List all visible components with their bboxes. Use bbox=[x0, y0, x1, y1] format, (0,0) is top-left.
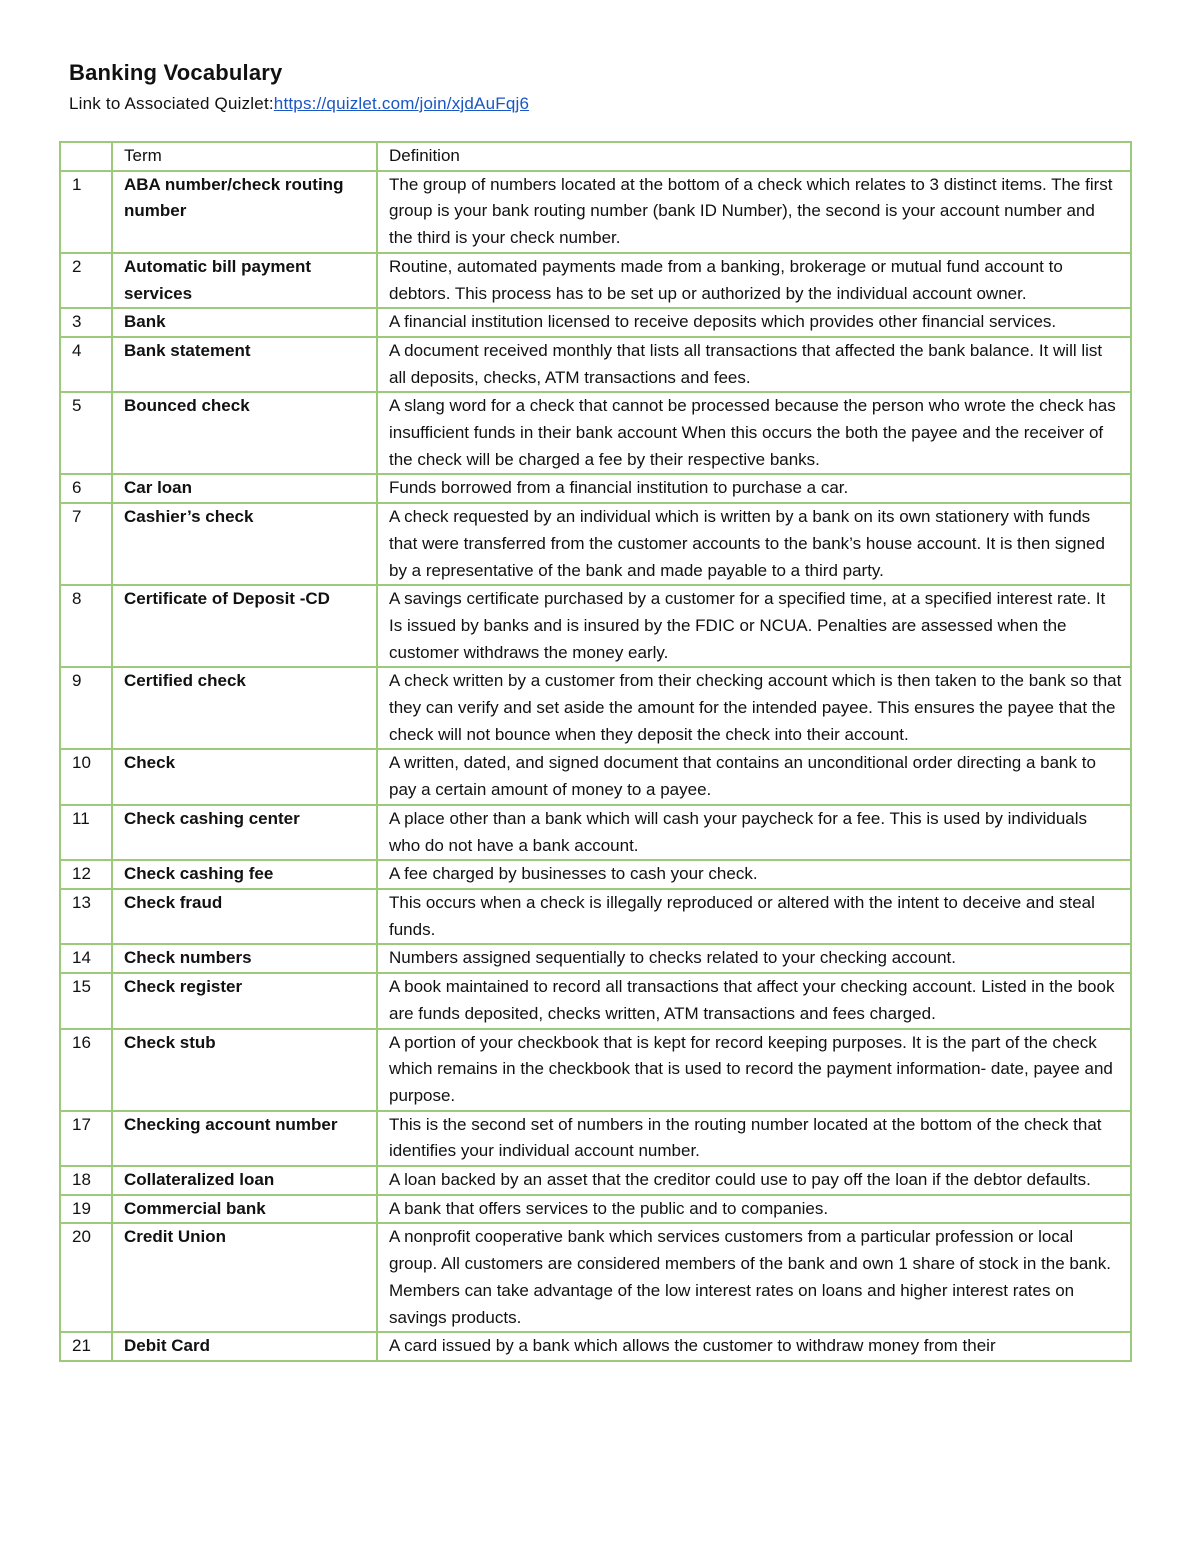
row-number: 19 bbox=[60, 1195, 112, 1224]
definition-cell: A loan backed by an asset that the creditor could use to pay off the loan if the debtor defaults. bbox=[377, 1166, 1131, 1195]
page-title: Banking Vocabulary bbox=[69, 60, 283, 85]
row-number: 20 bbox=[60, 1223, 112, 1332]
term-cell: Bank bbox=[112, 308, 377, 337]
definition-cell: A financial institution licensed to receive deposits which provides other financial services. bbox=[377, 308, 1131, 337]
row-number: 6 bbox=[60, 474, 112, 503]
term-cell: Bank statement bbox=[112, 337, 377, 392]
row-number: 16 bbox=[60, 1029, 112, 1111]
definition-cell: A check written by a customer from their checking account which is then taken to the bank so that they can verify and set aside the amount for the intended payee. This ensures the payee that the check will not bounce when they deposit the check into their account. bbox=[377, 667, 1131, 749]
definition-cell: A savings certificate purchased by a customer for a specified time, at a specified interest rate. It Is issued by banks and is insured by the FDIC or NCUA. Penalties are assessed when the customer withdraws the money early. bbox=[377, 585, 1131, 667]
definition-cell: A document received monthly that lists all transactions that affected the bank balance. It will list all deposits, checks, ATM transactions and fees. bbox=[377, 337, 1131, 392]
row-number: 3 bbox=[60, 308, 112, 337]
row-number: 13 bbox=[60, 889, 112, 944]
table-row bbox=[60, 585, 1131, 667]
table-row bbox=[60, 474, 1131, 503]
term-cell: Check fraud bbox=[112, 889, 377, 944]
row-number: 18 bbox=[60, 1166, 112, 1195]
definition-cell: A check requested by an individual which is written by a bank on its own stationery with funds that were transferred from the customer accounts to the bank’s house account. It is then signed by a representative of the bank and made payable to a third party. bbox=[377, 503, 1131, 585]
row-number: 2 bbox=[60, 253, 112, 308]
term-cell: Bounced check bbox=[112, 392, 377, 474]
definition-cell: Routine, automated payments made from a banking, brokerage or mutual fund account to debtors. This process has to be set up or authorized by the individual account owner. bbox=[377, 253, 1131, 308]
table-row bbox=[60, 1166, 1131, 1195]
definition-cell: A slang word for a check that cannot be processed because the person who wrote the check has insufficient funds in their bank account When this occurs the both the payee and the receiver of the check will be charged a fee by their respective banks. bbox=[377, 392, 1131, 474]
term-cell: Check numbers bbox=[112, 944, 377, 973]
definition-cell: This occurs when a check is illegally reproduced or altered with the intent to deceive and steal funds. bbox=[377, 889, 1131, 944]
term-cell: Debit Card bbox=[112, 1332, 377, 1361]
vocabulary-table bbox=[59, 141, 1132, 1362]
row-number: 21 bbox=[60, 1332, 112, 1361]
row-number: 14 bbox=[60, 944, 112, 973]
row-number: 17 bbox=[60, 1111, 112, 1166]
row-number: 7 bbox=[60, 503, 112, 585]
term-cell: Check cashing center bbox=[112, 805, 377, 860]
term-cell: ABA number/check routing number bbox=[112, 171, 377, 253]
table-row bbox=[60, 171, 1131, 253]
definition-cell: A book maintained to record all transactions that affect your checking account. Listed in the book are funds deposited, checks written, ATM transactions and fees charged. bbox=[377, 973, 1131, 1028]
vocabulary-table-body bbox=[60, 142, 1131, 1361]
term-cell: Certified check bbox=[112, 667, 377, 749]
row-number: 4 bbox=[60, 337, 112, 392]
table-row bbox=[60, 1029, 1131, 1111]
table-row bbox=[60, 1195, 1131, 1224]
definition-cell: A place other than a bank which will cash your paycheck for a fee. This is used by individuals who do not have a bank account. bbox=[377, 805, 1131, 860]
header-definition: Definition bbox=[377, 142, 1131, 171]
term-cell: Check stub bbox=[112, 1029, 377, 1111]
quizlet-line bbox=[69, 94, 529, 114]
term-cell: Automatic bill payment services bbox=[112, 253, 377, 308]
term-cell: Car loan bbox=[112, 474, 377, 503]
row-number: 5 bbox=[60, 392, 112, 474]
term-cell: Check register bbox=[112, 973, 377, 1028]
table-row bbox=[60, 973, 1131, 1028]
table-row bbox=[60, 253, 1131, 308]
table-header-row bbox=[60, 142, 1131, 171]
row-number: 10 bbox=[60, 749, 112, 804]
term-cell: Check cashing fee bbox=[112, 860, 377, 889]
header-term: Term bbox=[112, 142, 377, 171]
definition-cell: A fee charged by businesses to cash your check. bbox=[377, 860, 1131, 889]
table-row bbox=[60, 889, 1131, 944]
table-row bbox=[60, 503, 1131, 585]
table-row bbox=[60, 749, 1131, 804]
table-row bbox=[60, 805, 1131, 860]
definition-cell: This is the second set of numbers in the routing number located at the bottom of the check that identifies your individual account number. bbox=[377, 1111, 1131, 1166]
term-cell: Checking account number bbox=[112, 1111, 377, 1166]
term-cell: Cashier’s check bbox=[112, 503, 377, 585]
table-row bbox=[60, 667, 1131, 749]
term-cell: Commercial bank bbox=[112, 1195, 377, 1224]
definition-cell: A card issued by a bank which allows the customer to withdraw money from their bbox=[377, 1332, 1131, 1361]
row-number: 15 bbox=[60, 973, 112, 1028]
definition-cell: Funds borrowed from a financial institution to purchase a car. bbox=[377, 474, 1131, 503]
definition-cell: A bank that offers services to the public and to companies. bbox=[377, 1195, 1131, 1224]
term-cell: Collateralized loan bbox=[112, 1166, 377, 1195]
definition-cell: A portion of your checkbook that is kept for record keeping purposes. It is the part of the check which remains in the checkbook that is used to record the payment information- date, payee and purpose. bbox=[377, 1029, 1131, 1111]
table-row bbox=[60, 337, 1131, 392]
table-row bbox=[60, 1111, 1131, 1166]
term-cell: Check bbox=[112, 749, 377, 804]
table-row bbox=[60, 392, 1131, 474]
row-number: 9 bbox=[60, 667, 112, 749]
table-row bbox=[60, 1332, 1131, 1361]
definition-cell: A written, dated, and signed document that contains an unconditional order directing a bank to pay a certain amount of money to a payee. bbox=[377, 749, 1131, 804]
quizlet-label: Link to Associated Quizlet: bbox=[69, 94, 274, 113]
table-row bbox=[60, 944, 1131, 973]
quizlet-link[interactable]: https://quizlet.com/join/xjdAuFqj6 bbox=[273, 94, 530, 113]
definition-cell: Numbers assigned sequentially to checks related to your checking account. bbox=[377, 944, 1131, 973]
term-cell: Credit Union bbox=[112, 1223, 377, 1332]
table-row bbox=[60, 1223, 1131, 1332]
definition-cell: The group of numbers located at the bottom of a check which relates to 3 distinct items. The first group is your bank routing number (bank ID Number), the second is your account number and the third is your check number. bbox=[377, 171, 1131, 253]
table-row bbox=[60, 860, 1131, 889]
header-number bbox=[60, 142, 112, 171]
row-number: 8 bbox=[60, 585, 112, 667]
row-number: 11 bbox=[60, 805, 112, 860]
row-number: 1 bbox=[60, 171, 112, 253]
definition-cell: A nonprofit cooperative bank which services customers from a particular profession or local group. All customers are considered members of the bank and own 1 share of stock in the bank. Members can take advantage of the low interest rates on loans and higher interest rates on savings products. bbox=[377, 1223, 1131, 1332]
term-cell: Certificate of Deposit -CD bbox=[112, 585, 377, 667]
row-number: 12 bbox=[60, 860, 112, 889]
table-row bbox=[60, 308, 1131, 337]
